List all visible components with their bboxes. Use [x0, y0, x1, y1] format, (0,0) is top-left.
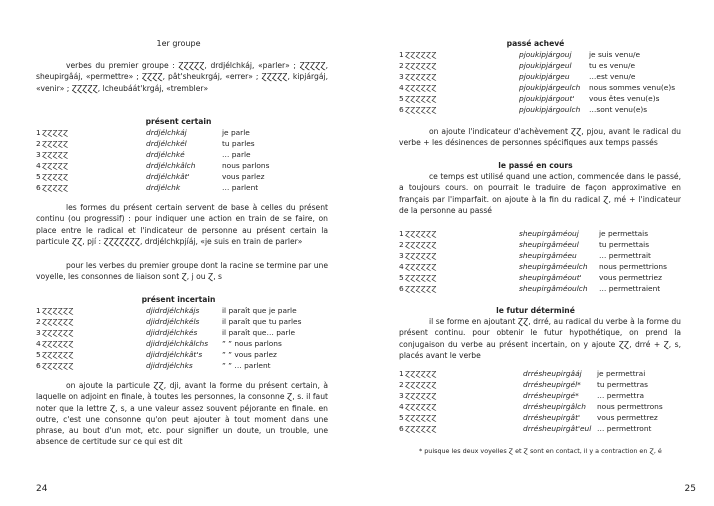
translation: tu permettras [597, 380, 649, 389]
conjugation-row [399, 412, 699, 423]
script-glyphs: ⱿⱿⱿⱿⱿⱿ [405, 105, 437, 114]
translation: vous permettrez [597, 413, 658, 422]
conjugation-row [36, 305, 336, 316]
transliteration: drrésheupirgât'eul [523, 424, 592, 433]
person-number: 3 [399, 391, 404, 400]
script-glyphs: ⱿⱿⱿⱿⱿⱿ [42, 306, 74, 315]
person-number: 3 [36, 328, 41, 337]
script-glyphs: ⱿⱿⱿⱿⱿⱿ [405, 83, 437, 92]
translation: je permettrai [597, 369, 646, 378]
translation: nous sommes venu(e)s [589, 83, 676, 92]
person-number: 2 [399, 61, 404, 70]
person-number: 5 [36, 172, 41, 181]
transliteration: drdjélchkâlch [146, 161, 196, 170]
script-glyphs: ⱿⱿⱿⱿⱿⱿ [405, 72, 437, 81]
transliteration: pjoukipjárgoulch [519, 105, 581, 114]
person-number: 6 [399, 284, 404, 293]
transliteration: drdjélchkât' [146, 172, 190, 181]
encours-table [399, 228, 699, 294]
person-number: 6 [399, 105, 404, 114]
translation: vous permettriez [599, 273, 662, 282]
conjugation-row [399, 261, 699, 272]
script-glyphs: ⱿⱿⱿⱿⱿⱿ [405, 94, 437, 103]
transliteration: sheupirgâméoulch [519, 284, 588, 293]
transliteration: pjoukipjárgout' [519, 94, 575, 103]
transliteration: sheupirgâméeulch [519, 262, 588, 271]
person-number: 6 [36, 183, 41, 192]
person-number: 1 [399, 369, 404, 378]
translation: nous parlons [222, 161, 270, 170]
translation: … permettront [597, 424, 652, 433]
paragraph-particule: on ajoute la particule ⱿⱿ, dji, avant la forme du présent certain, à laquelle on adjoint en finale, à toutes les personnes, la consonne Ɀ, s. il faut noter que la lettre Ɀ, s, a une valeur assez souvent péjorante en finale. en outre, c'est une consonne qu'on peut ajouter à tout moment dans une phrase, au bout d'un mot, etc. pour signifier un doute, un trouble, une absence de certitude sur ce qui est dit [36, 381, 328, 447]
transliteration: pjoukipjárgeu [519, 72, 570, 81]
translation: tu es venu/e [589, 61, 636, 70]
conjugation-row [399, 228, 699, 239]
script-glyphs: ⱿⱿⱿⱿⱿⱿ [405, 50, 437, 59]
translation: …est venu/e [589, 72, 636, 81]
transliteration: djidrdjélchkájs [146, 306, 200, 315]
person-number: 1 [36, 306, 41, 315]
transliteration: sheupirgâméeu [519, 251, 577, 260]
conjugation-row [399, 239, 699, 250]
person-number: 3 [399, 72, 404, 81]
script-glyphs: ⱿⱿⱿⱿⱿⱿ [405, 380, 437, 389]
translation: nous permettrons [597, 402, 663, 411]
script-glyphs: ⱿⱿⱿⱿⱿⱿ [42, 339, 74, 348]
script-glyphs: ⱿⱿⱿⱿⱿⱿ [42, 328, 74, 337]
translation: il paraît que je parle [222, 306, 297, 315]
translation: … permettrait [599, 251, 651, 260]
script-glyphs: ⱿⱿⱿⱿⱿ [42, 183, 69, 192]
paragraph-liaison: pour les verbes du premier groupe dont la racine se termine par une voyelle, les consonnes de liaison sont Ɀ, j ou Ɀ, s [36, 261, 328, 282]
person-number: 5 [399, 94, 404, 103]
conjugation-row [399, 283, 699, 294]
person-number: 3 [399, 251, 404, 260]
translation: tu parles [222, 139, 255, 148]
script-glyphs: ⱿⱿⱿⱿⱿⱿ [42, 361, 74, 370]
conjugation-row [36, 316, 336, 327]
script-glyphs: ⱿⱿⱿⱿⱿⱿ [405, 402, 437, 411]
conjugation-row [399, 82, 699, 93]
person-number: 4 [36, 339, 41, 348]
translation: il paraît que… parle [222, 328, 296, 337]
incertain-table [36, 305, 336, 371]
translation: vous êtes venu(e)s [589, 94, 660, 103]
person-number: 4 [399, 83, 404, 92]
script-glyphs: ⱿⱿⱿⱿⱿ [42, 172, 69, 181]
page-number-right: 25 [684, 484, 696, 494]
transliteration: drrésheupirgât' [523, 413, 581, 422]
translation: … permettra [597, 391, 644, 400]
conjugation-row [399, 401, 699, 412]
transliteration: djidrdjélchks [146, 361, 193, 370]
conjugation-row [399, 272, 699, 283]
conjugation-row [36, 149, 336, 160]
person-number: 2 [36, 317, 41, 326]
conjugation-row [399, 49, 699, 60]
conjugation-row [36, 127, 336, 138]
person-number: 4 [399, 402, 404, 411]
person-number: 3 [36, 150, 41, 159]
script-glyphs: ⱿⱿⱿⱿⱿⱿ [405, 273, 437, 282]
conjugation-row [36, 360, 336, 371]
transliteration: sheupirgâméeul [519, 240, 579, 249]
conjugation-row [399, 93, 699, 104]
conjugation-row [399, 368, 699, 379]
script-glyphs: ⱿⱿⱿⱿⱿⱿ [405, 262, 437, 271]
translation: il paraît que tu parles [222, 317, 302, 326]
conjugation-row [399, 379, 699, 390]
transliteration: djidrdjélchkâlchs [146, 339, 209, 348]
transliteration: pjoukipjárgeul [519, 61, 572, 70]
conjugation-row [36, 349, 336, 360]
script-glyphs: ⱿⱿⱿⱿⱿⱿ [405, 413, 437, 422]
transliteration: djidrdjélchkés [146, 328, 198, 337]
script-glyphs: ⱿⱿⱿⱿⱿⱿ [405, 284, 437, 293]
translation: …sont venu(e)s [589, 105, 648, 114]
transliteration: pjoukipjárgouj [519, 50, 572, 59]
script-glyphs: ⱿⱿⱿⱿⱿⱿ [42, 350, 74, 359]
script-glyphs: ⱿⱿⱿⱿⱿⱿ [405, 391, 437, 400]
person-number: 5 [399, 273, 404, 282]
transliteration: pjoukipjárgeulch [519, 83, 581, 92]
translation: ” ” … parlent [222, 361, 271, 370]
conjugation-row [399, 423, 699, 434]
person-number: 5 [36, 350, 41, 359]
conjugation-row [36, 338, 336, 349]
translation: tu permettais [599, 240, 650, 249]
acheve-title: passé achevé [506, 39, 565, 48]
conjugation-row [399, 390, 699, 401]
translation: … parle [222, 150, 251, 159]
futur-title: le futur déterminé [496, 306, 575, 315]
person-number: 2 [399, 380, 404, 389]
paragraph-achevement: on ajoute l'indicateur d'achèvement ⱿⱿ, pjou, avant le radical du verbe + les désinences de personnes spécifiques aux temps passés [399, 127, 681, 148]
transliteration: drdjélchké [146, 150, 185, 159]
section-heading: 1er groupe [156, 39, 201, 48]
transliteration: drrésheupirgâáj [523, 369, 582, 378]
conjugation-row [36, 171, 336, 182]
conjugation-row [36, 182, 336, 193]
futur-table [399, 368, 699, 434]
translation: je parle [222, 128, 250, 137]
script-glyphs: ⱿⱿⱿⱿⱿ [42, 150, 69, 159]
script-glyphs: ⱿⱿⱿⱿⱿⱿ [405, 424, 437, 433]
translation: nous permettrions [599, 262, 667, 271]
transliteration: drdjélchkél [146, 139, 187, 148]
transliteration: drdjélchkáj [146, 128, 187, 137]
transliteration: djidrdjélchkât's [146, 350, 203, 359]
translation: … parlent [222, 183, 259, 192]
encours-title: le passé en cours [498, 161, 573, 170]
person-number: 6 [399, 424, 404, 433]
person-number: 6 [36, 361, 41, 370]
script-glyphs: ⱿⱿⱿⱿⱿ [42, 139, 69, 148]
translation: vous parlez [222, 172, 265, 181]
translation: … permettraient [599, 284, 661, 293]
acheve-table [399, 49, 699, 115]
transliteration: drrésheupirgél* [523, 380, 581, 389]
conjugation-row [36, 327, 336, 338]
conjugation-row [36, 138, 336, 149]
script-glyphs: ⱿⱿⱿⱿⱿⱿ [405, 251, 437, 260]
person-number: 4 [399, 262, 404, 271]
paragraph-continu: les formes du présent certain servent de base à celles du présent continu (ou progressif) : pour indiquer une action en train de se faire, on place entre le radical et l'indicateur de personne au présent certain la particule ⱿⱿ, pjí : ⱿⱿⱿⱿⱿⱿⱿ, drdjélchkpjíáj, «je suis en train de parler» [36, 203, 328, 246]
transliteration: drdjélchk [146, 183, 181, 192]
script-glyphs: ⱿⱿⱿⱿⱿⱿ [405, 240, 437, 249]
person-number: 2 [36, 139, 41, 148]
transliteration: sheupirgâméout' [519, 273, 582, 282]
script-glyphs: ⱿⱿⱿⱿⱿⱿ [405, 61, 437, 70]
intro-paragraph: verbes du premier groupe : ⱿⱿⱿⱿⱿ, drdjélchkáj, «parler» ; ⱿⱿⱿⱿⱿ, sheupirgâáj, «permettre» ; ⱿⱿⱿⱿ, pât'sheukrgáj, «errer» ; ⱿⱿⱿⱿⱿ, kipjárgáj, «venir» ; ⱿⱿⱿⱿⱿ, lcheubáát'krgáj, «trembler» [36, 61, 328, 93]
right-page [357, 0, 714, 506]
conjugation-row [36, 160, 336, 171]
conjugation-row [399, 60, 699, 71]
conjugation-row [399, 250, 699, 261]
translation: ” ” nous parlons [222, 339, 282, 348]
person-number: 2 [399, 240, 404, 249]
paragraph-futur: il se forme en ajoutant ⱿⱿ, drré, au radical du verbe à la forme du présent continu. pour obtenir le futur hypothétique, on prend la conjugaison du verbe au présent incertain, on y ajoute ⱿⱿ, drré + Ɀ, s, placés avant le verbe [399, 317, 681, 360]
translation: ” ” vous parlez [222, 350, 277, 359]
certain-table [36, 127, 336, 193]
transliteration: drrésheupirgé* [523, 391, 579, 400]
transliteration: djidrdjélchkéls [146, 317, 200, 326]
script-glyphs: ⱿⱿⱿⱿⱿ [42, 128, 69, 137]
footnote: * puisque les deux voyelles Ɀ et Ɀ sont en contact, il y a contraction en Ɀ, é [419, 447, 662, 455]
person-number: 4 [36, 161, 41, 170]
script-glyphs: ⱿⱿⱿⱿⱿⱿ [405, 229, 437, 238]
script-glyphs: ⱿⱿⱿⱿⱿⱿ [405, 369, 437, 378]
transliteration: sheupirgâméouj [519, 229, 579, 238]
person-number: 1 [399, 229, 404, 238]
person-number: 5 [399, 413, 404, 422]
person-number: 1 [36, 128, 41, 137]
script-glyphs: ⱿⱿⱿⱿⱿⱿ [42, 317, 74, 326]
translation: je permettais [599, 229, 649, 238]
certain-title: présent certain [145, 117, 212, 126]
conjugation-row [399, 71, 699, 82]
page-number-left: 24 [36, 484, 48, 494]
script-glyphs: ⱿⱿⱿⱿⱿ [42, 161, 69, 170]
translation: je suis venu/e [589, 50, 641, 59]
paragraph-encours: ce temps est utilisé quand une action, commencée dans le passé, a toujours cours. on pourrait le traduire de façon approximative en français par l'imparfait. on ajoute à la fin du radical Ɀ, mé + l'indicateur de la personne au passé [399, 172, 681, 215]
incertain-title: présent incertain [141, 295, 216, 304]
transliteration: drrésheupirgâlch [523, 402, 586, 411]
person-number: 1 [399, 50, 404, 59]
conjugation-row [399, 104, 699, 115]
